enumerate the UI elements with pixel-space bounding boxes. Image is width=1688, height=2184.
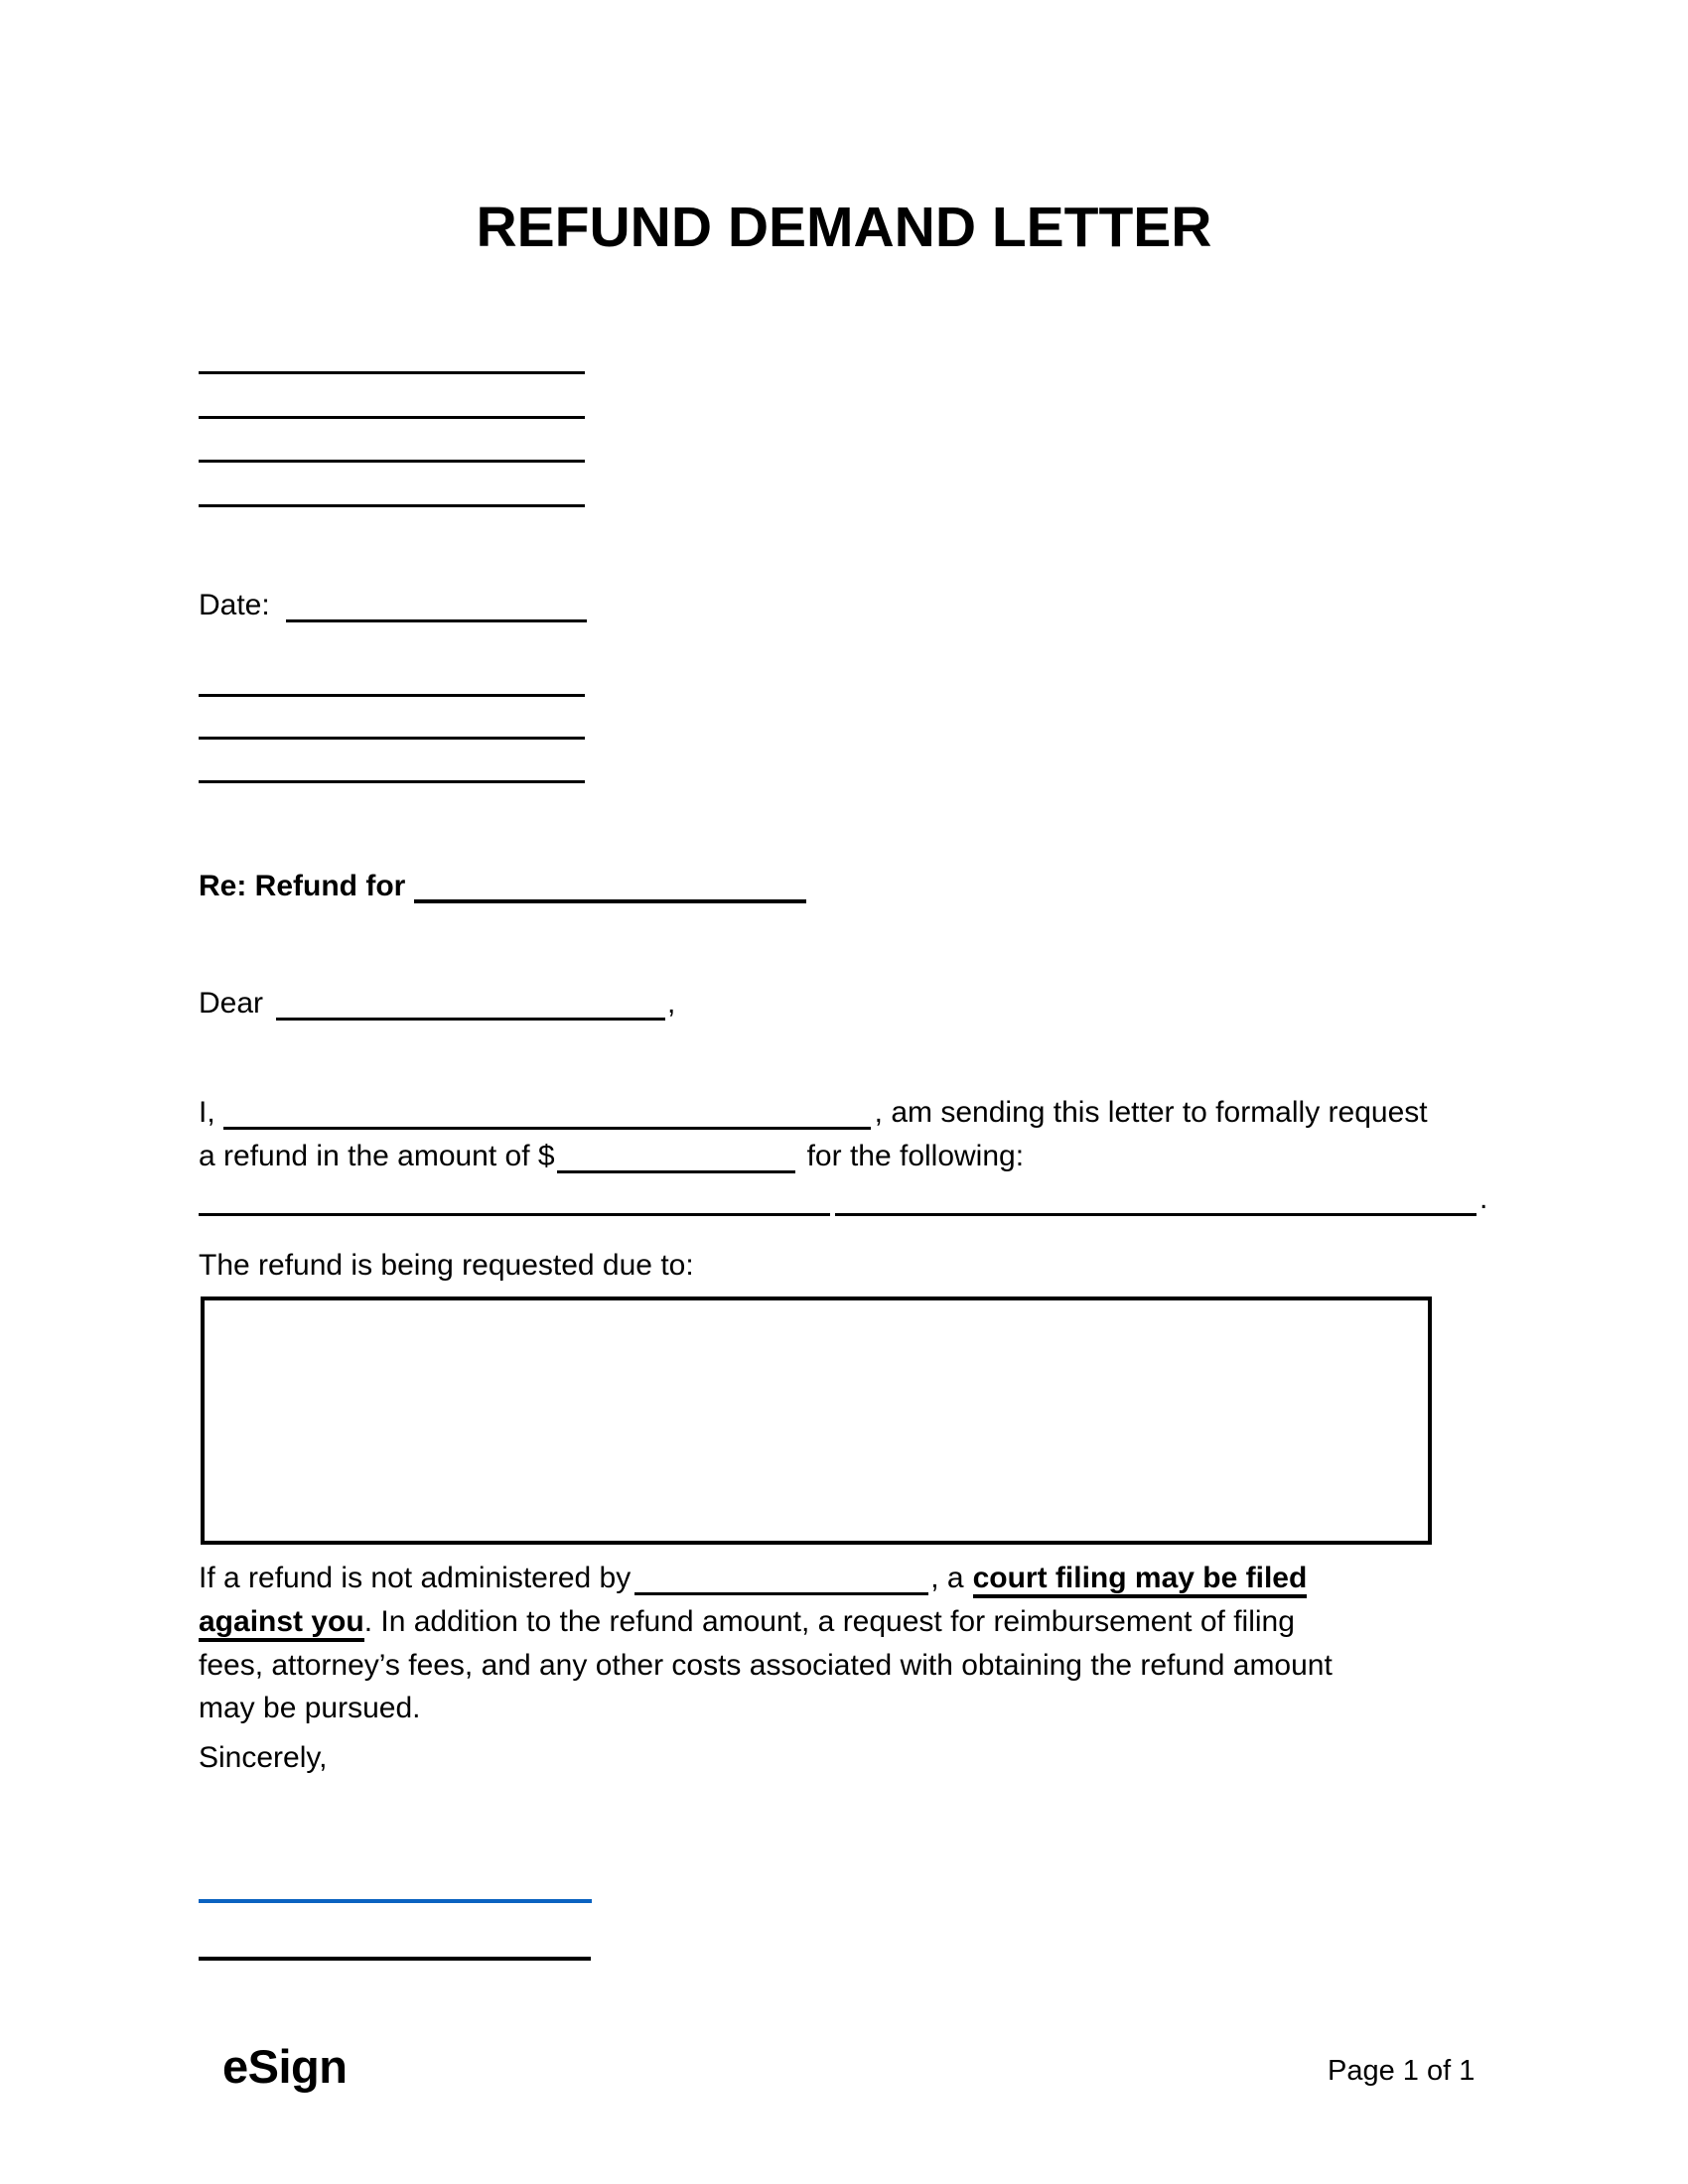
recipient-address-line-3[interactable] xyxy=(199,780,585,783)
sender-address-line-4[interactable] xyxy=(199,504,585,507)
body1-line-2 xyxy=(199,1135,1024,1178)
sender-address-line-2[interactable] xyxy=(199,416,585,419)
page-indicator: Page 1 of 1 xyxy=(1328,2055,1476,2087)
reason-label: The refund is being requested due to: xyxy=(199,1249,694,1282)
body2-line1-bold-underlined: court filing may be filed xyxy=(973,1562,1308,1598)
body2-line2-bold-underlined: against you xyxy=(199,1605,364,1642)
esign-logo: eSign xyxy=(222,2040,348,2093)
printed-name-line[interactable] xyxy=(199,1957,591,1961)
subject-blank[interactable] xyxy=(414,899,806,903)
body1-line-1 xyxy=(199,1091,1428,1135)
date-row xyxy=(199,584,587,627)
body2-line-1 xyxy=(199,1557,1307,1600)
body2-line1-text2: , a xyxy=(930,1562,964,1594)
subject-label: Re: Refund for xyxy=(199,870,406,902)
subject-row xyxy=(199,865,806,908)
sender-address-line-3[interactable] xyxy=(199,460,585,463)
body2-line-4: may be pursued. xyxy=(199,1692,421,1724)
body1-line1-text1: I, xyxy=(199,1096,215,1129)
body2-line1-text1: If a refund is not administered by xyxy=(199,1562,632,1594)
body1-line1-text2: , am sending this letter to formally request xyxy=(874,1096,1428,1129)
closing-text: Sincerely, xyxy=(199,1741,328,1774)
salutation-row xyxy=(199,982,675,1025)
reason-text-box[interactable] xyxy=(201,1297,1432,1545)
salutation-suffix: , xyxy=(667,987,676,1020)
sender-name-blank[interactable] xyxy=(223,1127,871,1130)
recipient-address-line-2[interactable] xyxy=(199,737,585,740)
salutation-prefix: Dear xyxy=(199,987,264,1020)
refund-amount-blank[interactable] xyxy=(557,1170,795,1173)
body1-line-3 xyxy=(199,1177,1487,1221)
body1-line2-text2: for the following: xyxy=(806,1140,1025,1172)
recipient-address-line-1[interactable] xyxy=(199,694,585,697)
sender-address-line-1[interactable] xyxy=(199,371,585,374)
following-description-blank-2[interactable] xyxy=(835,1213,1477,1216)
deadline-blank[interactable] xyxy=(634,1592,928,1595)
page-title: REFUND DEMAND LETTER xyxy=(476,196,1212,259)
date-label: Date: xyxy=(199,589,270,621)
body1-line3-period: . xyxy=(1479,1182,1488,1215)
signature-line[interactable] xyxy=(199,1899,592,1903)
body2-line-3: fees, attorney’s fees, and any other costs associated with obtaining the refund amount xyxy=(199,1649,1333,1682)
date-blank[interactable] xyxy=(286,619,587,622)
body2-line-2 xyxy=(199,1600,1295,1644)
following-description-blank-1[interactable] xyxy=(199,1213,830,1216)
body1-line2-text1: a refund in the amount of $ xyxy=(199,1140,555,1172)
salutation-blank[interactable] xyxy=(276,1018,665,1021)
body2-line2-text: . In addition to the refund amount, a request for reimbursement of filing xyxy=(363,1605,1295,1638)
